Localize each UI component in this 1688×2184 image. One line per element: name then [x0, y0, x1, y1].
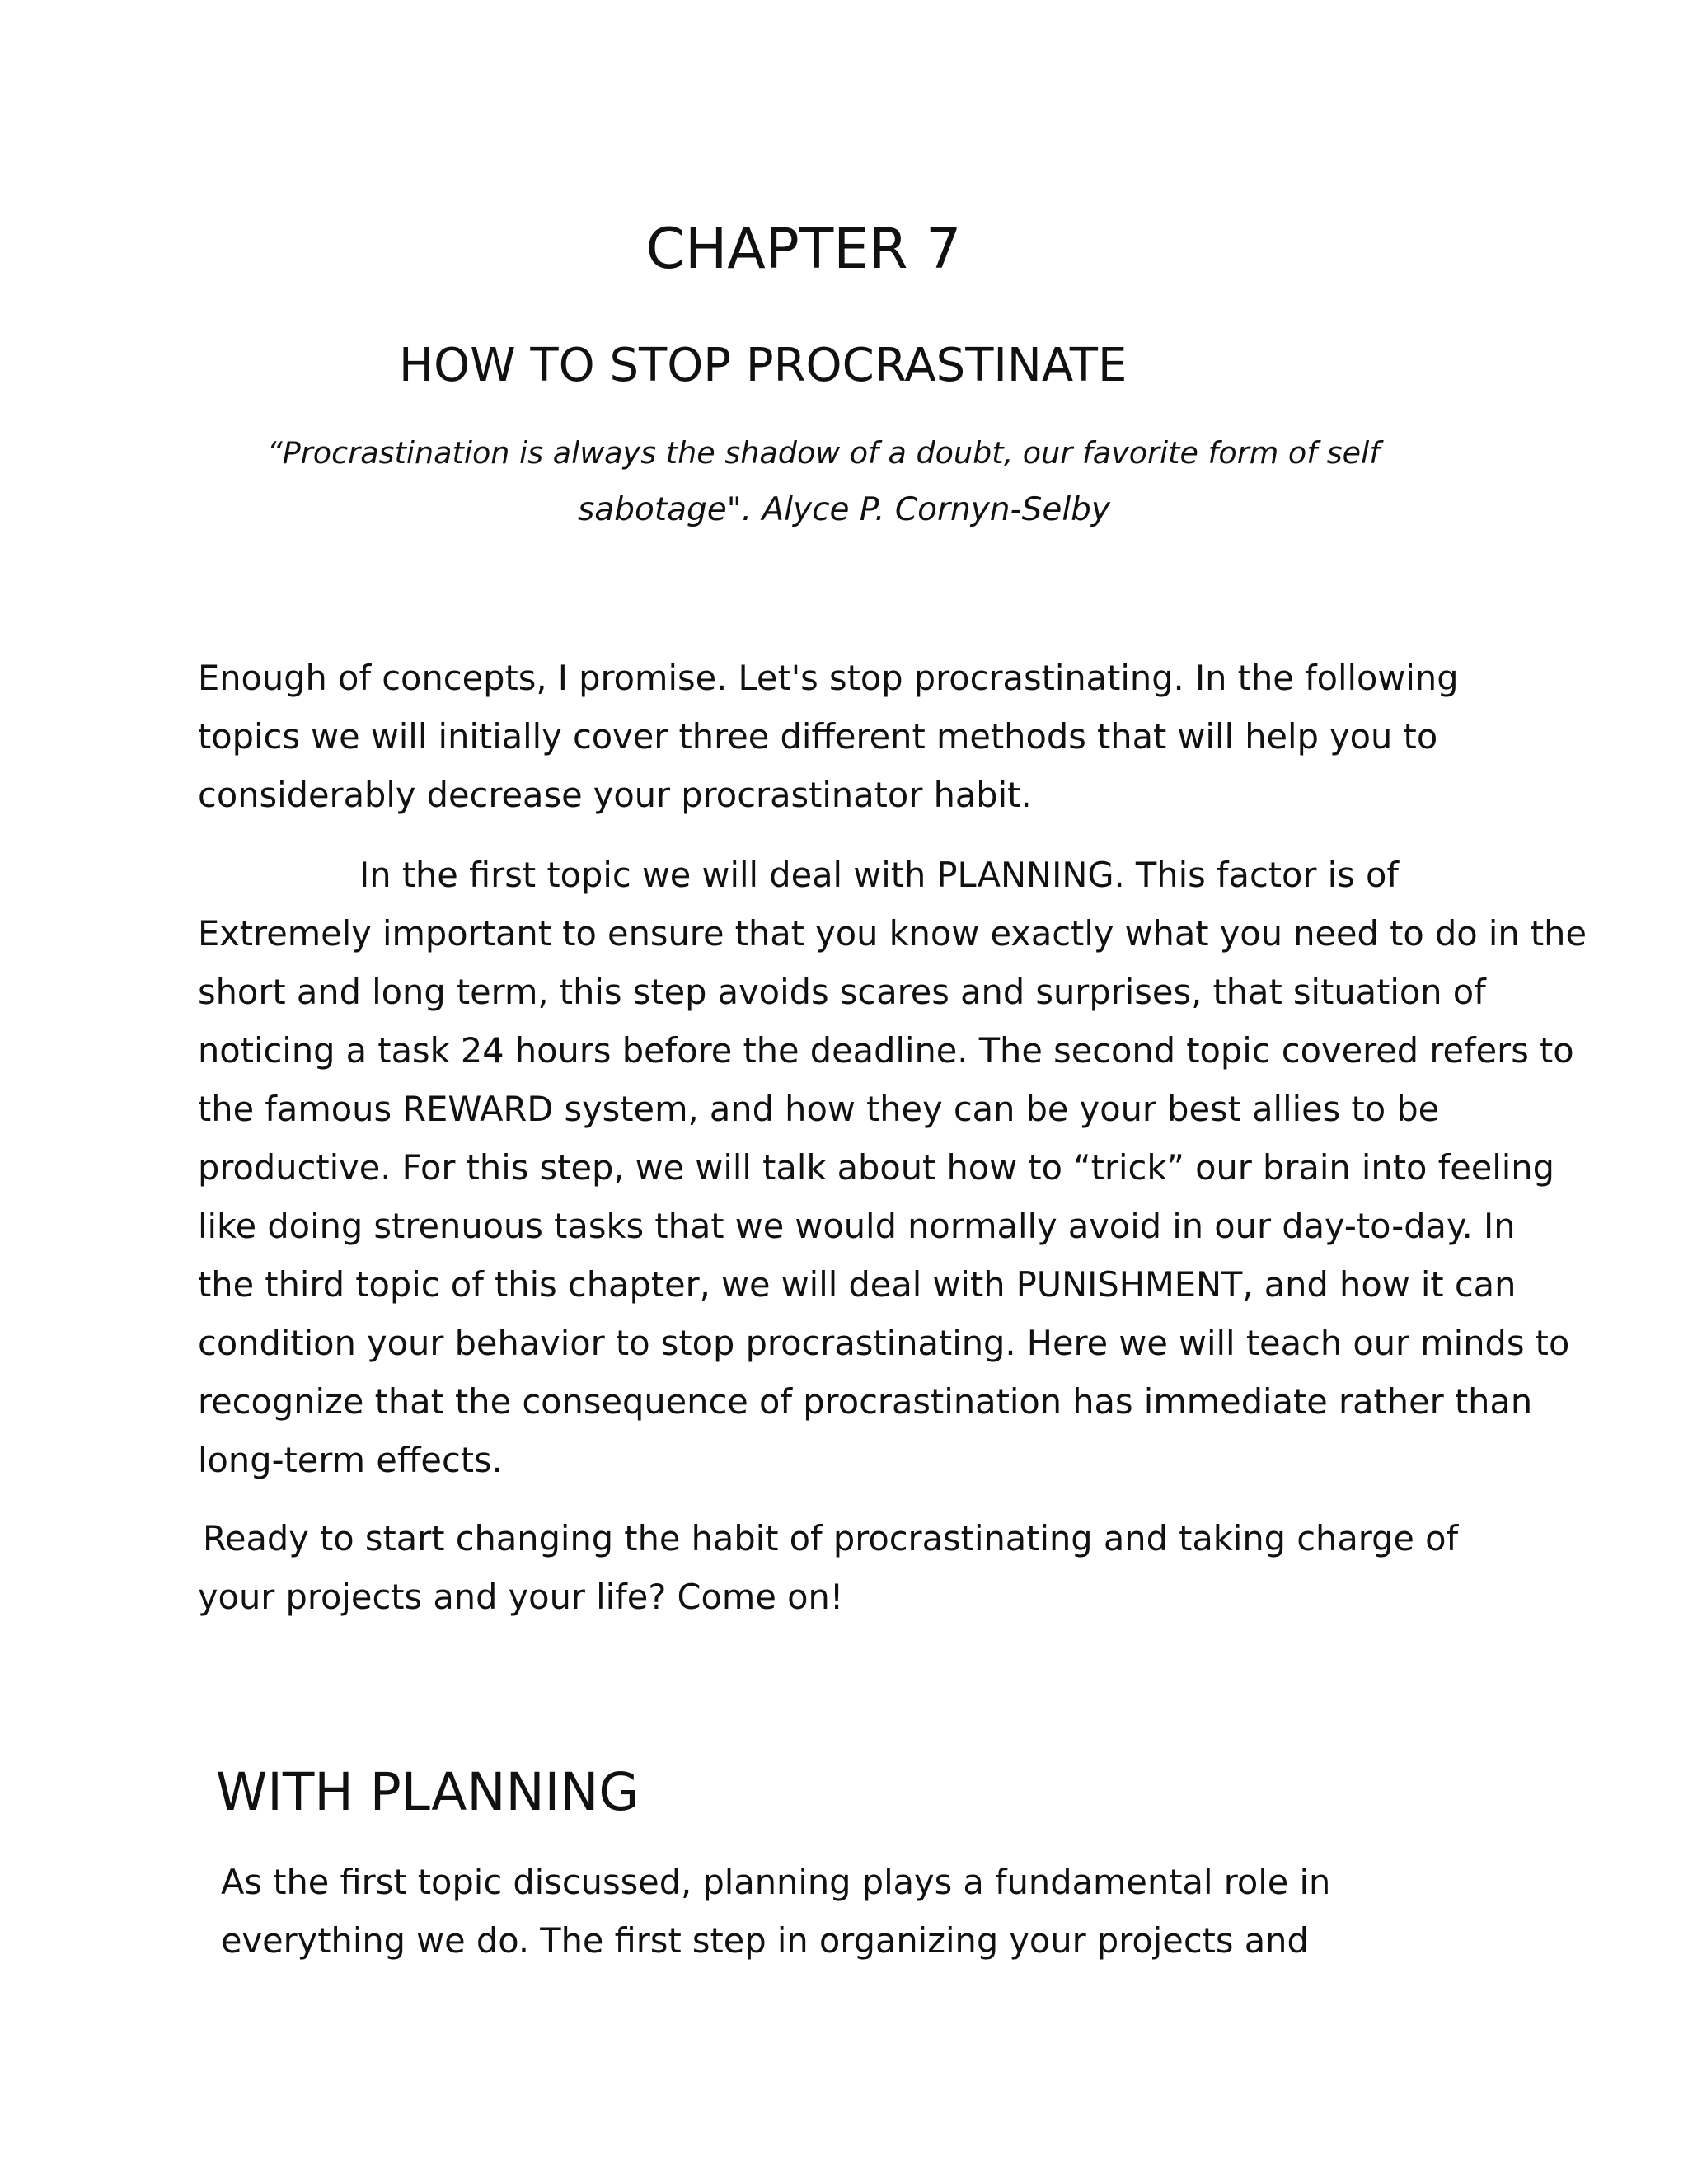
text-line: recognize that the consequence of procrastination has immediate rather than — [198, 1381, 1533, 1422]
planning-paragraph — [221, 1853, 1330, 1970]
quote-attribution-line: sabotage". Alyce P. Cornyn-Selby — [577, 491, 1110, 528]
intro-paragraph — [198, 649, 1459, 824]
text-line: considerably decrease your procrastinator habit. — [198, 775, 1032, 815]
text-line: productive. For this step, we will talk about how to “trick” our brain into feeling — [198, 1147, 1554, 1188]
text-line: short and long term, this step avoids scares and surprises, that situation of — [198, 972, 1486, 1012]
section-heading: WITH PLANNING — [216, 1762, 640, 1822]
text-line: In the first topic we will deal with PLANNING. This factor is of — [359, 855, 1400, 895]
epigraph-quote — [0, 425, 1688, 539]
text-line: the famous REWARD system, and how they can be your best allies to be — [198, 1089, 1440, 1129]
text-line: long-term effects. — [198, 1440, 503, 1480]
text-line: noticing a task 24 hours before the deadline. The second topic covered refers to — [198, 1030, 1574, 1071]
text-line: condition your behavior to stop procrastinating. Here we will teach our minds to — [198, 1323, 1570, 1363]
text-line: Ready to start changing the habit of procrastinating and taking charge of — [203, 1518, 1459, 1558]
text-line: Enough of concepts, I promise. Let's stop procrastinating. In the following — [198, 658, 1459, 698]
text-line: everything we do. The first step in organizing your projects and — [221, 1920, 1309, 1961]
chapter-title: HOW TO STOP PROCRASTINATE — [399, 339, 1128, 392]
chapter-number: CHAPTER 7 — [645, 217, 962, 282]
quote-line: “Procrastination is always the shadow of a doubt, our favorite form of self — [266, 435, 1381, 471]
text-line: Extremely important to ensure that you know exactly what you need to do in the — [198, 913, 1587, 954]
text-line: As the first topic discussed, planning plays a fundamental role in — [221, 1862, 1331, 1902]
text-line: topics we will initially cover three different methods that will help you to — [198, 716, 1438, 757]
overview-paragraph — [198, 846, 1587, 1489]
text-line: the third topic of this chapter, we will deal with PUNISHMENT, and how it can — [198, 1264, 1517, 1305]
text-line: your projects and your life? Come on! — [198, 1577, 844, 1617]
text-line: like doing strenuous tasks that we would normally avoid in our day-to-day. In — [198, 1206, 1516, 1246]
call-to-action-paragraph — [198, 1509, 1458, 1626]
